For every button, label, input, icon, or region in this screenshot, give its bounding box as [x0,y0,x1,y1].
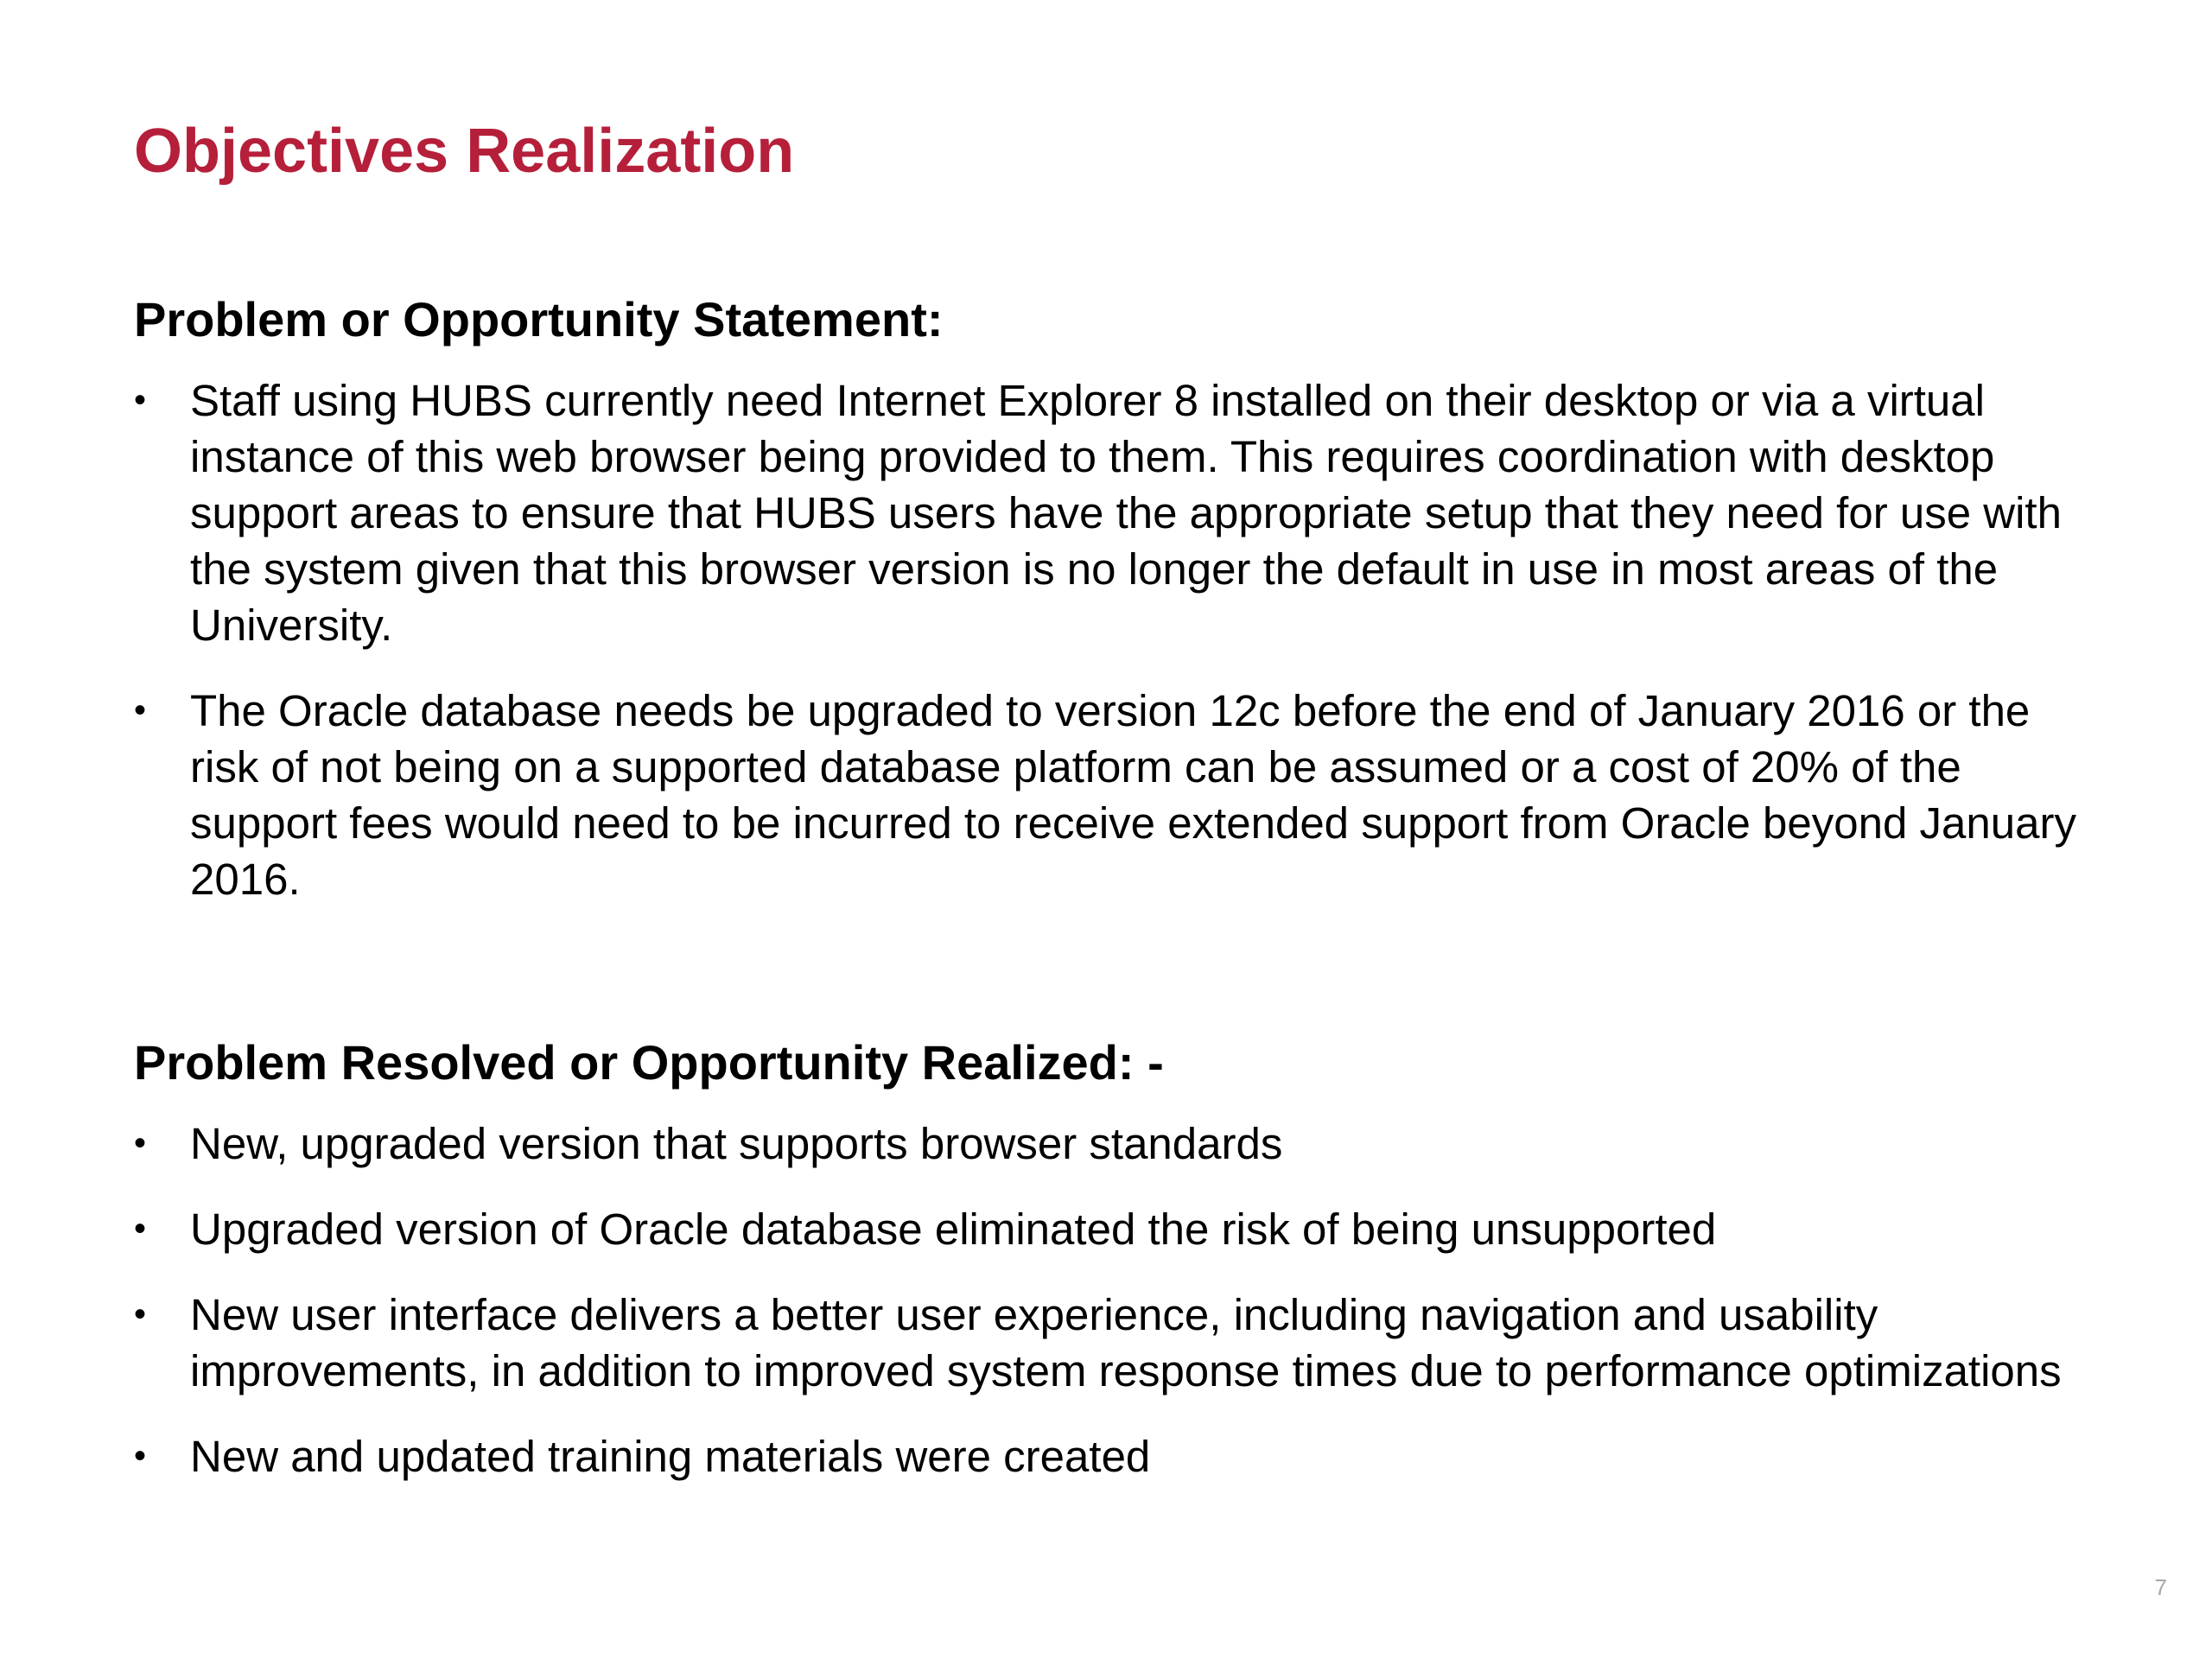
list-item [134,1201,2087,1257]
bullet-icon: • [134,1295,147,1333]
list-item [134,1428,2087,1484]
slide-title: Objectives Realization [134,117,795,186]
list-item [134,1287,2087,1399]
bullet-icon: • [134,1124,147,1162]
bullet-text: Staff using HUBS currently need Internet Explorer 8 installed on their desktop or via a virtual instance of this web browser being provided to them. This requires coordination with desktop support areas to ensure that HUBS users have the appropriate setup that they need for use with the system given that this browser version is no longer the default in use in most areas of the University. [190,376,2062,650]
resolved-heading: Problem Resolved or Opportunity Realized: - [134,1035,1164,1090]
list-item [134,372,2087,653]
bullet-text: Upgraded version of Oracle database eliminated the risk of being unsupported [190,1205,1717,1254]
bullet-icon: • [134,1210,147,1248]
bullet-text: New, upgraded version that supports browser standards [190,1119,1283,1168]
bullet-icon: • [134,1437,147,1475]
bullet-text: The Oracle database needs be upgraded to version 12c before the end of January 2016 or the risk of not being on a supported database platform can be assumed or a cost of 20% of the support fees would need to be incurred to receive extended support from Oracle beyond January 2016. [190,686,2076,904]
list-item [134,1116,2087,1172]
page-number: 7 [2154,1574,2167,1600]
problem-bullet-list [134,372,2087,907]
bullet-text: New and updated training materials were created [190,1432,1151,1481]
list-item [134,683,2087,907]
bullet-text: New user interface delivers a better user experience, including navigation and usability improvements, in addition to improved system response times due to performance optimizations [190,1290,2062,1395]
resolved-section [134,1033,2087,1514]
resolved-bullet-list [134,1116,2087,1484]
bullet-icon: • [134,381,147,419]
problem-statement-heading: Problem or Opportunity Statement: [134,292,944,346]
problem-statement-section [134,289,2087,937]
bullet-icon: • [134,691,147,729]
